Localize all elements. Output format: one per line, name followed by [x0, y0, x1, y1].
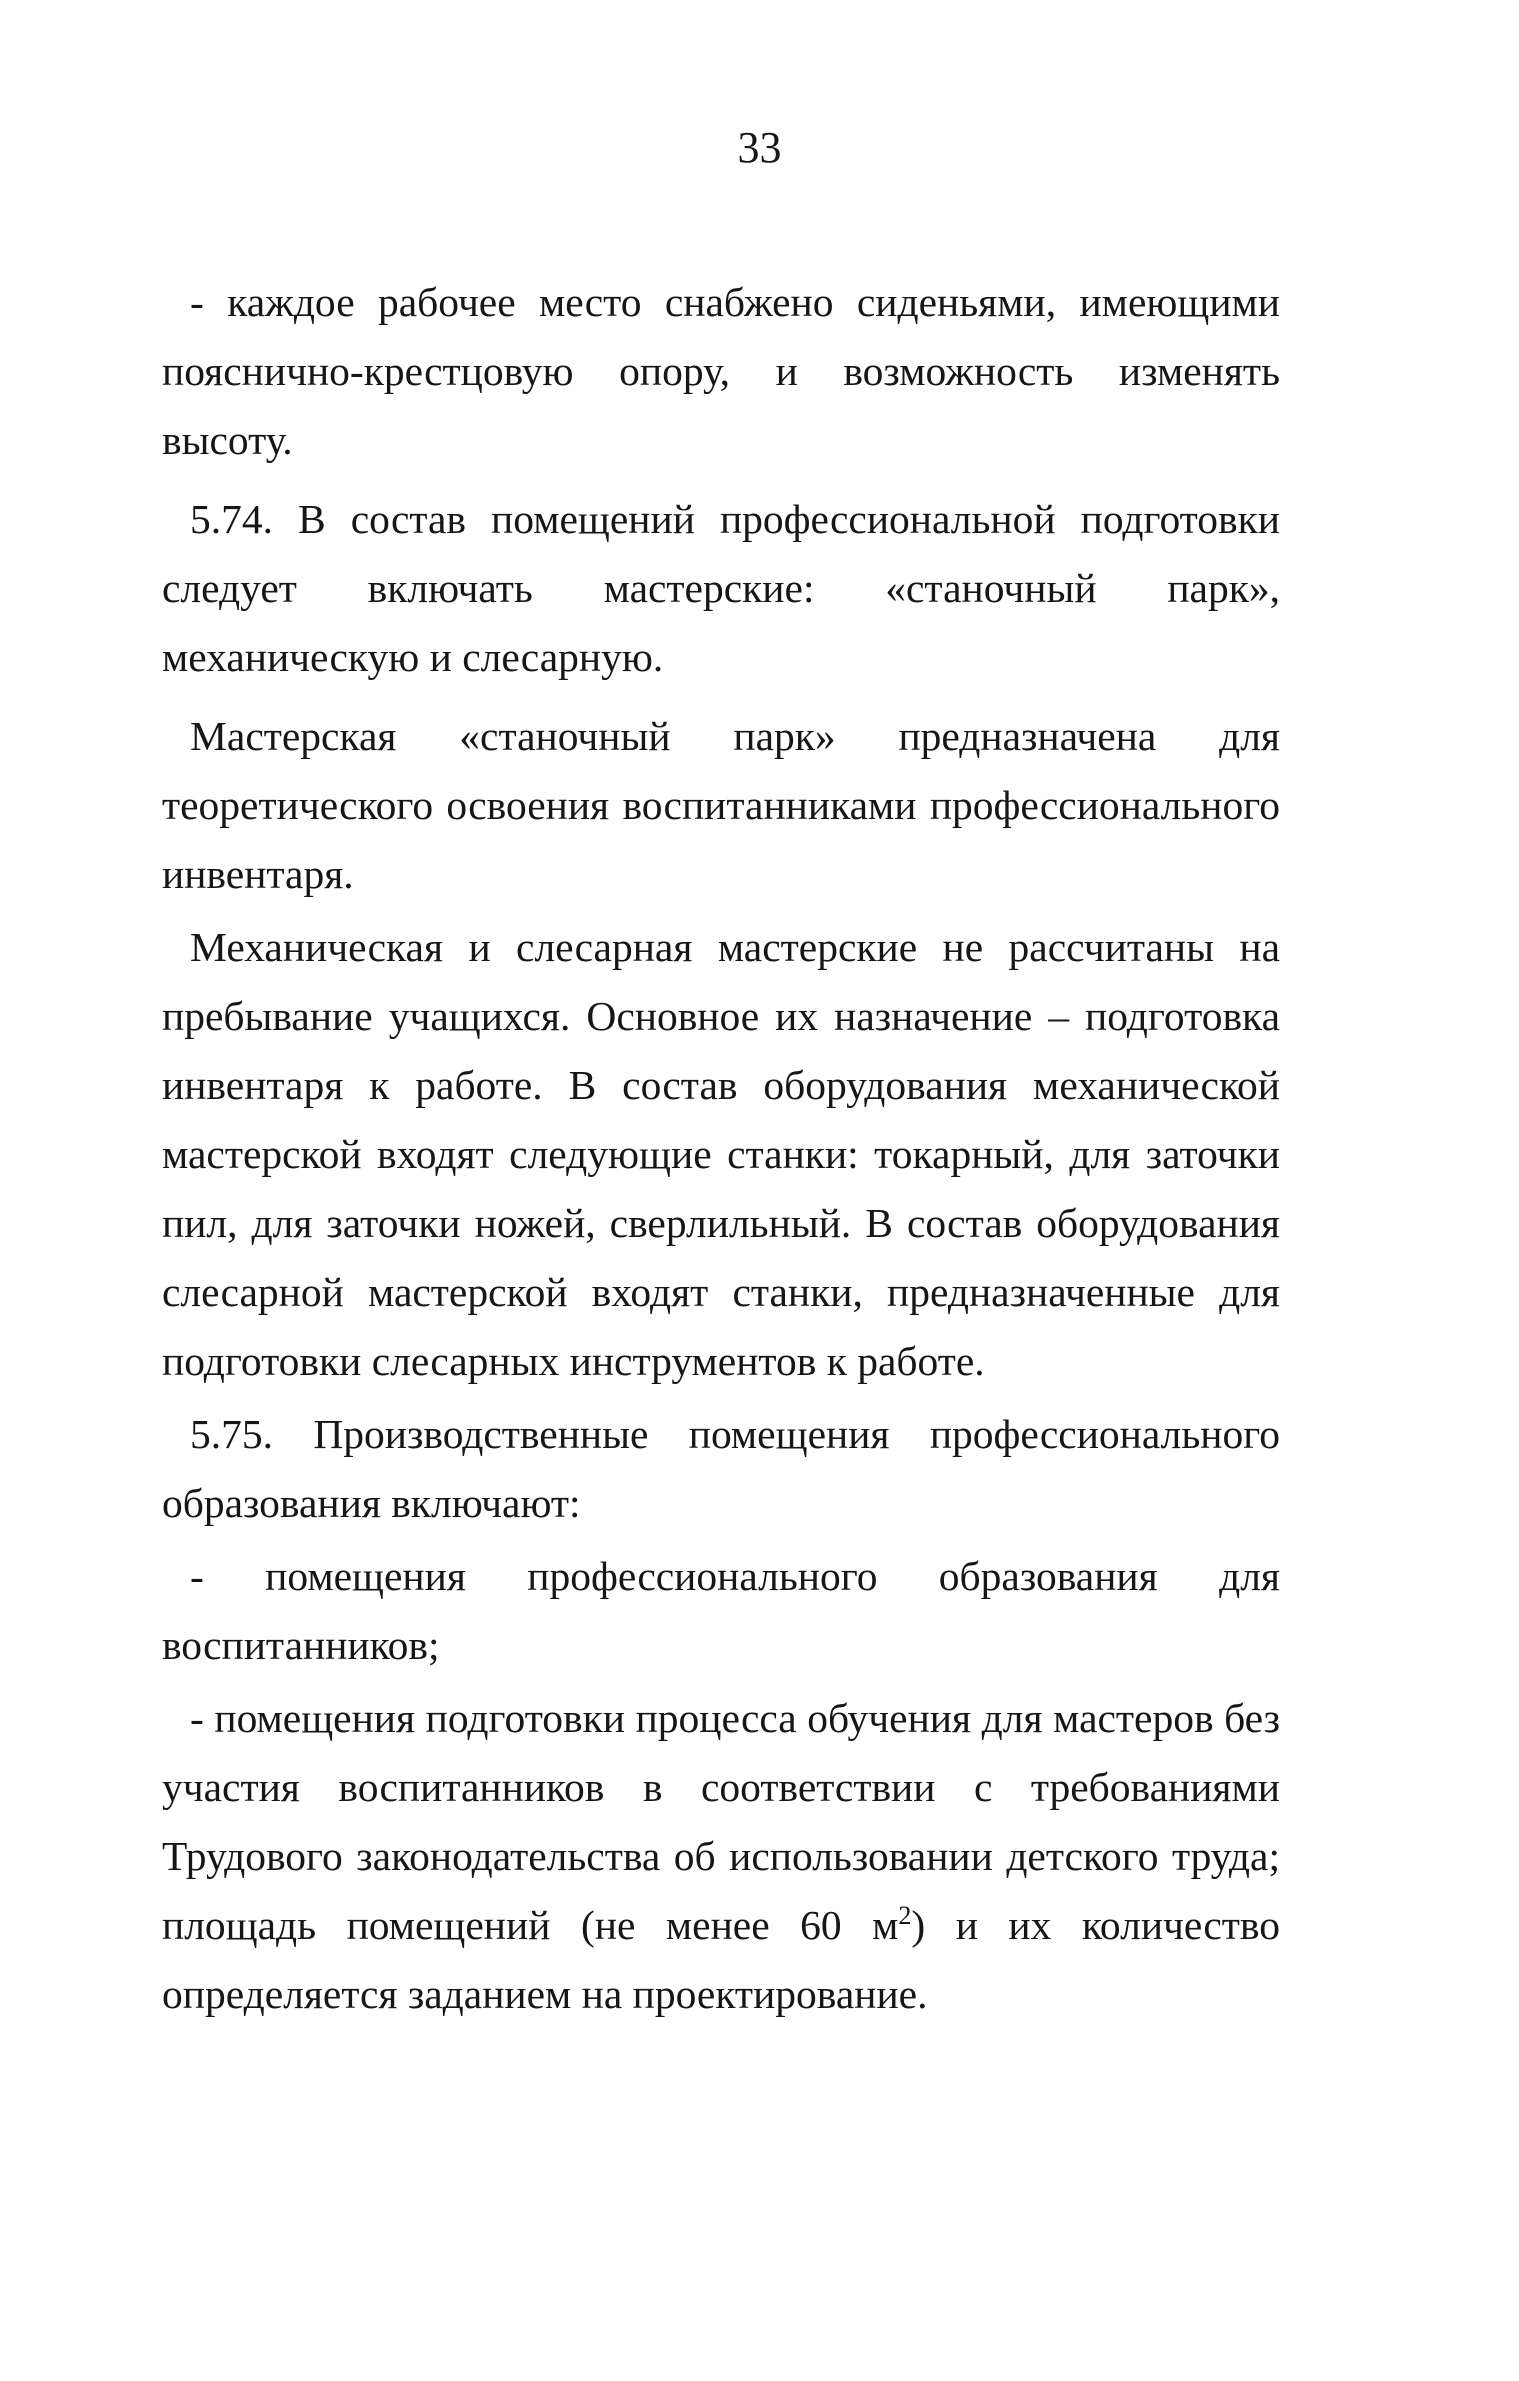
paragraph-seating: - каждое рабочее место снабжено сиденьями, имеющими поясничнo-крестцовую опору, и возможность изменять высоту. [162, 279, 1280, 463]
paragraph-5-75: 5.75. Производственные помещения профессионального образования включают: [162, 1411, 1280, 1526]
body-text [162, 268, 1280, 2033]
paragraph-machine-park: Мастерская «станочный парк» предназначена для теоретического освоения воспитанниками профессионального инвентаря. [162, 713, 1280, 897]
paragraph-student-rooms: - помещения профессионального образования для воспитанников; [162, 1553, 1280, 1668]
page-number: 33 [737, 123, 782, 172]
master-rooms-text-end: ) и их количество определяется заданием на проектирование. [162, 1902, 1280, 2017]
paragraph-master-rooms [162, 1684, 1280, 2029]
paragraph-5-74: 5.74. В состав помещений профессиональной подготовки следует включать мастерские: «станочный парк», механическую и слесарную. [162, 496, 1280, 680]
master-rooms-text-start: - помещения подготовки процесса обучения для мастеров без участия воспитанников в соответствии с требованиями Трудового законодательства об использовании детского труда; площадь помещений (не менее 60 м [162, 1695, 1280, 1948]
paragraph-workshops: Механическая и слесарная мастерские не рассчитаны на пребывание учащихся. Основное их назначение – подготовка инвентаря к работе. В состав оборудования механической мастерской входят следующие станки: токарный, для заточки пил, для заточки ножей, сверлильный. В состав оборудования слесарной мастерской входят станки, предназначенные для подготовки слесарных инструментов к работе. [162, 924, 1280, 1384]
area-superscript: 2 [898, 1901, 912, 1930]
